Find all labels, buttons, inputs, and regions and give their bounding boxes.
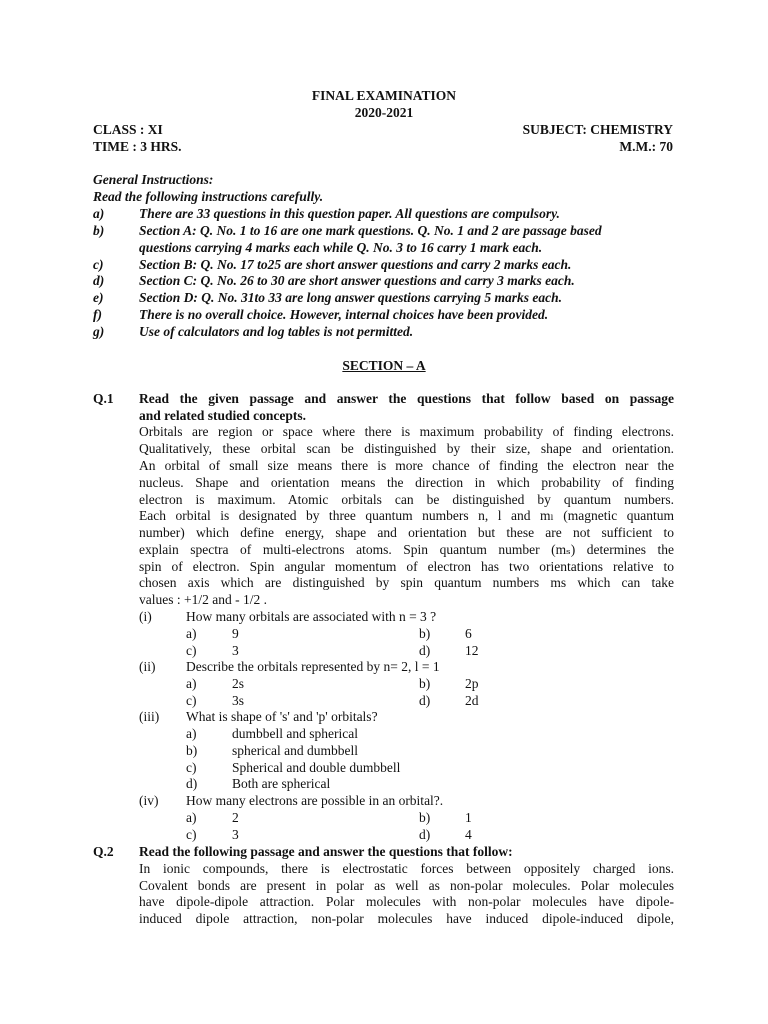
option-text: 6 bbox=[465, 626, 472, 641]
passage-line: Orbitals are region or space where there is maximum probability of finding electrons. bbox=[139, 424, 674, 439]
subquestion-label: (i) bbox=[139, 609, 152, 624]
option-text: 2 bbox=[232, 810, 239, 825]
instruction-label: g) bbox=[93, 324, 105, 339]
instruction-text: Use of calculators and log tables is not permitted. bbox=[139, 324, 414, 339]
option-text: spherical and dumbbell bbox=[232, 743, 358, 758]
option-text: 3 bbox=[232, 827, 239, 842]
passage-line: number) which define energy, shape and orientation but these are not sufficient to bbox=[139, 525, 674, 540]
option-text: dumbbell and spherical bbox=[232, 726, 358, 741]
passage-line: chosen axis which are distinguished by spin quantum numbers ms which can take bbox=[139, 575, 674, 590]
option-label: c) bbox=[186, 827, 197, 842]
instruction-text: There are 33 questions in this question paper. All questions are compulsory. bbox=[139, 206, 560, 221]
passage-line: In ionic compounds, there is electrostatic forces between oppositely charged ions. bbox=[139, 861, 674, 876]
subquestion-label: (ii) bbox=[139, 659, 156, 674]
max-marks-label: M.M.: 70 bbox=[619, 139, 673, 154]
subject-label: SUBJECT: CHEMISTRY bbox=[522, 122, 673, 137]
passage-line: electron is maximum. Atomic orbitals can be distinguished by quantum numbers. bbox=[139, 492, 674, 507]
option-label: b) bbox=[419, 676, 431, 691]
option-label: d) bbox=[419, 643, 431, 658]
subquestion-text: Describe the orbitals represented by n= 2, l = 1 bbox=[186, 659, 440, 674]
option-label: b) bbox=[419, 626, 431, 641]
instruction-label: e) bbox=[93, 290, 104, 305]
question-prompt: and related studied concepts. bbox=[139, 408, 307, 423]
subquestion-text: What is shape of 's' and 'p' orbitals? bbox=[186, 709, 378, 724]
option-text: 3 bbox=[232, 643, 239, 658]
passage-line: Covalent bonds are present in polar as well as non-polar molecules. Polar molecules bbox=[139, 878, 674, 893]
option-text: 3s bbox=[232, 693, 245, 708]
instruction-label: f) bbox=[93, 307, 102, 322]
exam-title: FINAL EXAMINATION bbox=[311, 88, 457, 103]
option-label: a) bbox=[186, 626, 197, 641]
subquestion-label: (iv) bbox=[139, 793, 159, 808]
subquestion-text: How many electrons are possible in an orbital?. bbox=[186, 793, 444, 808]
option-text: 12 bbox=[465, 643, 479, 658]
instruction-label: b) bbox=[93, 223, 105, 238]
time-label: TIME : 3 HRS. bbox=[93, 139, 182, 154]
option-label: c) bbox=[186, 693, 197, 708]
option-text: Both are spherical bbox=[232, 776, 331, 791]
option-text: Spherical and double dumbbell bbox=[232, 760, 401, 775]
option-label: a) bbox=[186, 726, 197, 741]
exam-year: 2020-2021 bbox=[354, 105, 414, 120]
option-label: b) bbox=[186, 743, 198, 758]
passage-line: An orbital of small size means there is more chance of finding the electron near the bbox=[139, 458, 674, 473]
option-text: 4 bbox=[465, 827, 472, 842]
passage-line: have dipole-dipole attraction. Polar molecules with non-polar molecules have dipole- bbox=[139, 894, 674, 909]
option-label: d) bbox=[419, 693, 431, 708]
section-a-heading: SECTION – A bbox=[342, 358, 426, 373]
option-label: b) bbox=[419, 810, 431, 825]
instruction-text: questions carrying 4 marks each while Q. No. 3 to 16 carry 1 mark each. bbox=[139, 240, 543, 255]
instructions-intro: Read the following instructions carefully. bbox=[93, 189, 324, 204]
question-prompt: Read the following passage and answer the questions that follow: bbox=[139, 844, 513, 859]
passage-line: Qualitatively, these orbital scan be distinguished by their size, shape and orientation. bbox=[139, 441, 674, 456]
passage-line: nucleus. Shape and orientation means the direction in which probability of finding bbox=[139, 475, 674, 490]
instruction-text: Section D: Q. No. 31to 33 are long answer questions carrying 5 marks each. bbox=[139, 290, 563, 305]
question-prompt: Read the given passage and answer the questions that follow based on passage bbox=[139, 391, 674, 406]
instructions-heading: General Instructions: bbox=[93, 172, 214, 187]
passage-line: spin of electron. Spin angular momentum of electron has two orientations relative to bbox=[139, 559, 674, 574]
passage-line: values : +1/2 and - 1/2 . bbox=[139, 592, 267, 607]
option-text: 2d bbox=[465, 693, 479, 708]
option-label: d) bbox=[186, 776, 198, 791]
passage-line: Each orbital is designated by three quantum numbers n, l and mₗ (magnetic quantum bbox=[139, 508, 674, 523]
subquestion-label: (iii) bbox=[139, 709, 160, 724]
instruction-label: c) bbox=[93, 257, 104, 272]
instruction-label: a) bbox=[93, 206, 105, 221]
question-number: Q.1 bbox=[93, 391, 114, 406]
instruction-text: Section A: Q. No. 1 to 16 are one mark questions. Q. No. 1 and 2 are passage based bbox=[139, 223, 602, 238]
question-number: Q.2 bbox=[93, 844, 114, 859]
option-label: a) bbox=[186, 810, 197, 825]
option-label: d) bbox=[419, 827, 431, 842]
option-text: 2p bbox=[465, 676, 479, 691]
option-text: 9 bbox=[232, 626, 239, 641]
option-text: 2s bbox=[232, 676, 245, 691]
option-label: c) bbox=[186, 643, 197, 658]
instruction-text: There is no overall choice. However, internal choices have been provided. bbox=[139, 307, 549, 322]
passage-line: explain spectra of multi-electrons atoms. Spin quantum number (mₛ) determines the bbox=[139, 542, 674, 557]
class-label: CLASS : XI bbox=[93, 122, 163, 137]
option-text: 1 bbox=[465, 810, 472, 825]
option-label: a) bbox=[186, 676, 197, 691]
instruction-text: Section C: Q. No. 26 to 30 are short answer questions and carry 3 marks each. bbox=[139, 273, 575, 288]
passage-line: induced dipole attraction, non-polar molecules have induced dipole-induced dipole, bbox=[139, 911, 674, 926]
instruction-label: d) bbox=[93, 273, 105, 288]
option-label: c) bbox=[186, 760, 197, 775]
instruction-text: Section B: Q. No. 17 to25 are short answer questions and carry 2 marks each. bbox=[139, 257, 572, 272]
subquestion-text: How many orbitals are associated with n = 3 ? bbox=[186, 609, 437, 624]
